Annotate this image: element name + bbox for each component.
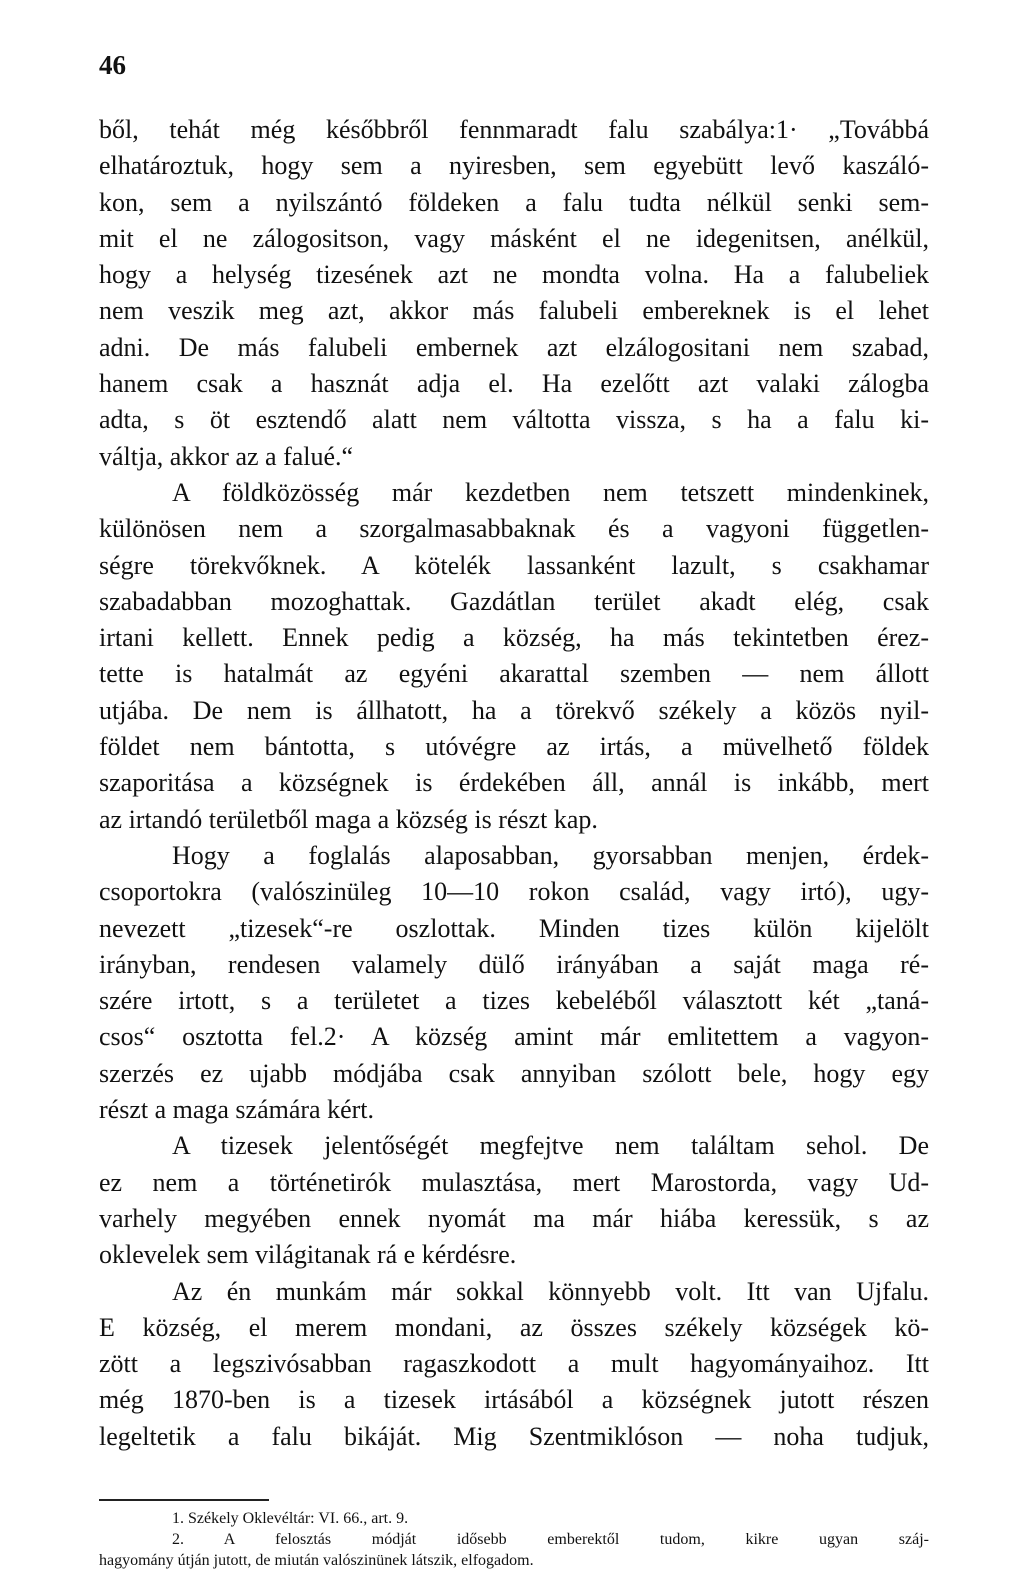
text-line: hanem csak a hasznát adja el. Ha ezelőtt azt valaki zálogba [99,369,929,399]
footnotes [99,1508,929,1571]
text-line: irányban, rendesen valamely dülő irányában a saját maga ré- [99,949,929,979]
footnote-2: 2. A felosztás módját idősebb emberektől tudom, kikre ugyan száj- [172,1531,929,1548]
text-line: az irtandó területből maga a község is részt kap. [99,804,598,834]
footnote-2-continuation: hagyomány útján jutott, de miután valószinünek látszik, elfogadom. [99,1552,534,1569]
text-line: oklevelek sem világitanak rá e kérdésre. [99,1240,517,1270]
text-line: E község, el merem mondani, az összes székely községek kö- [99,1312,929,1342]
text-line: szerzés ez ujabb módjába csak annyiban szólott bele, hogy egy [99,1058,929,1088]
text-line: részt a maga számára kért. [99,1095,375,1125]
text-line: ből, tehát még későbbről fennmaradt falu szabálya:1· „Továbbá [99,115,929,144]
footnote-1: 1. Székely Oklevéltár: VI. 66., art. 9. [172,1510,409,1527]
text-line: legeltetik a falu bikáját. Mig Szentmiklóson — noha tudjuk, [99,1421,929,1451]
text-line: ségre törekvőknek. A kötelék lassanként lazult, s csakhamar [99,550,929,580]
footnote-divider [99,1499,269,1501]
text-line: kon, sem a nyilszántó földeken a falu tudta nélkül senki sem- [99,187,929,217]
text-line: varhely megyében ennek nyomát ma már hiába keressük, s az [99,1203,929,1233]
text-line: adta, s öt esztendő alatt nem váltotta vissza, s ha a falu ki- [99,405,929,435]
text-line: nevezett „tizesek“-re oszlottak. Minden tizes külön kijelölt [99,913,929,943]
text-line: A földközösség már kezdetben nem tetszett mindenkinek, [172,477,929,507]
text-line: zött a legszivósabban ragaszkodott a mult hagyományaihoz. Itt [99,1349,929,1379]
page-number: 46 [99,50,126,80]
text-line: csos“ osztotta fel.2· A község amint már emlitettem a vagyon- [99,1022,929,1052]
text-line: földet nem bántotta, s utóvégre az irtás, a müvelhető földek [99,732,929,762]
text-line: különösen nem a szorgalmasabbaknak és a vagyoni független- [99,514,929,544]
text-line: adni. De más falubeli embernek azt elzálogositani nem szabad, [99,332,929,362]
text-line: még 1870-ben is a tizesek irtásából a községnek jutott részen [99,1385,929,1415]
text-line: utjába. De nem is állhatott, ha a törekvő székely a közös nyil- [99,695,929,725]
text-line: Az én munkám már sokkal könnyebb volt. Itt van Ujfalu. [172,1276,929,1306]
text-line: csoportokra (valószinüleg 10—10 rokon család, vagy irtó), ugy- [99,877,929,907]
text-line: váltja, akkor az a falué.“ [99,441,354,471]
body-text [99,112,929,1455]
text-line: elhatároztuk, hogy sem a nyiresben, sem egyebütt levő kaszáló- [99,151,929,181]
text-line: szaporitása a községnek is érdekében áll, annál is inkább, mert [99,768,929,798]
text-line: A tizesek jelentőségét megfejtve nem találtam sehol. De [172,1131,929,1161]
text-line: szabadabban mozoghattak. Gazdátlan terület akadt elég, csak [99,586,929,616]
text-line: tette is hatalmát az egyéni akarattal szemben — nem állott [99,659,929,689]
text-line: ez nem a történetirók mulasztása, mert Marostorda, vagy Ud- [99,1167,929,1197]
text-line: mit el ne zálogositson, vagy másként el ne idegenitsen, anélkül, [99,223,929,253]
text-line: Hogy a foglalás alaposabban, gyorsabban menjen, érdek- [172,840,929,870]
text-line: nem veszik meg azt, akkor más falubeli embereknek is el lehet [99,296,929,326]
text-line: irtani kellett. Ennek pedig a község, ha más tekintetben érez- [99,623,929,653]
text-line: szére irtott, s a területet a tizes kebeléből választott két „taná- [99,986,929,1016]
text-line: hogy a helység tizesének azt ne mondta volna. Ha a falubeliek [99,260,929,290]
